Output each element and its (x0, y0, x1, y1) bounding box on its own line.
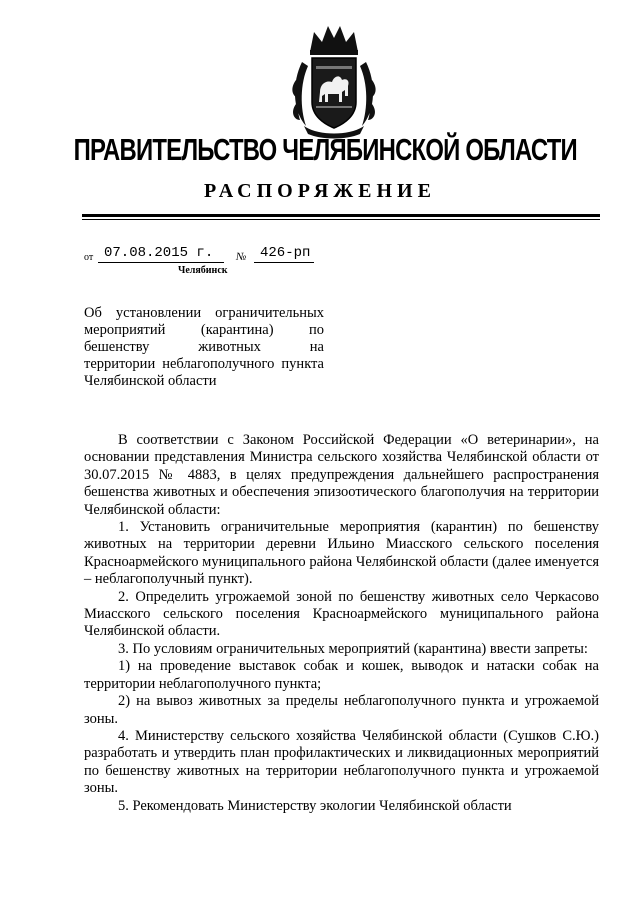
subject-line: мероприятий (карантина) по (84, 322, 324, 338)
header-divider-thin (82, 219, 600, 220)
document-type: РАСПОРЯЖЕНИЕ (204, 180, 436, 202)
body-paragraph: 2) на вывоз животных за пределы неблагополучного пункта и угрожаемой зоны. (84, 693, 599, 727)
body-paragraph: 4. Министерству сельского хозяйства Челябинской области (Сушков С.Ю.) разработать и утвердить план профилактических и ликвидационных мероприятий по бешенству животных на территории неблагополучного пункта и угрожаемой зоны. (84, 727, 599, 797)
subject-line: Об установлении ограничительных (84, 305, 324, 321)
header-divider-thick (82, 214, 600, 217)
body-paragraph: 2. Определить угрожаемой зоной по бешенству животных село Черкасово Миасского сельского поселения Красноармейского муниципального района Челябинской области. (84, 588, 599, 640)
number-sign: № (236, 251, 247, 263)
city-name: Челябинск (178, 265, 228, 276)
body-paragraph: В соответствии с Законом Российской Федерации «О ветеринарии», на основании представления Министра сельского хозяйства Челябинской области от 30.07.2015 № 4883, в целях предупреждения дальнейшего распространения бешенства животных и обеспечения эпизоотического благополучия на территории Челябинской области: (84, 432, 599, 518)
chelyabinsk-coat-of-arms-icon (288, 22, 380, 140)
document-date: 07.08.2015 г. (98, 244, 224, 263)
body-paragraph: 3. По условиям ограничительных мероприятий (карантина) ввести запреты: (118, 640, 588, 657)
body-paragraph: 1) на проведение выставок собак и кошек, выводок и натаски собак на территории неблагополучного пункта; (84, 658, 599, 692)
document-number: 426-рп (254, 244, 314, 263)
subject-line: территории неблагополучного пункта (84, 356, 324, 372)
government-title: ПРАВИТЕЛЬСТВО ЧЕЛЯБИНСКОЙ ОБЛАСТИ (73, 132, 577, 167)
subject-line: Челябинской области (84, 373, 217, 389)
body-paragraph: 1. Установить ограничительные мероприятия (карантин) по бешенству животных на территории деревни Ильино Миасского сельского поселения Красноармейского муниципального района Челябинской области (далее именуется – неблагополучный пункт). (84, 519, 599, 588)
body-paragraph: 5. Рекомендовать Министерству экологии Челябинской области (118, 797, 512, 814)
date-prefix: от (84, 252, 94, 263)
document-body (84, 432, 599, 815)
subject-line: бешенству животных на (84, 339, 324, 355)
document-subject (84, 305, 324, 390)
